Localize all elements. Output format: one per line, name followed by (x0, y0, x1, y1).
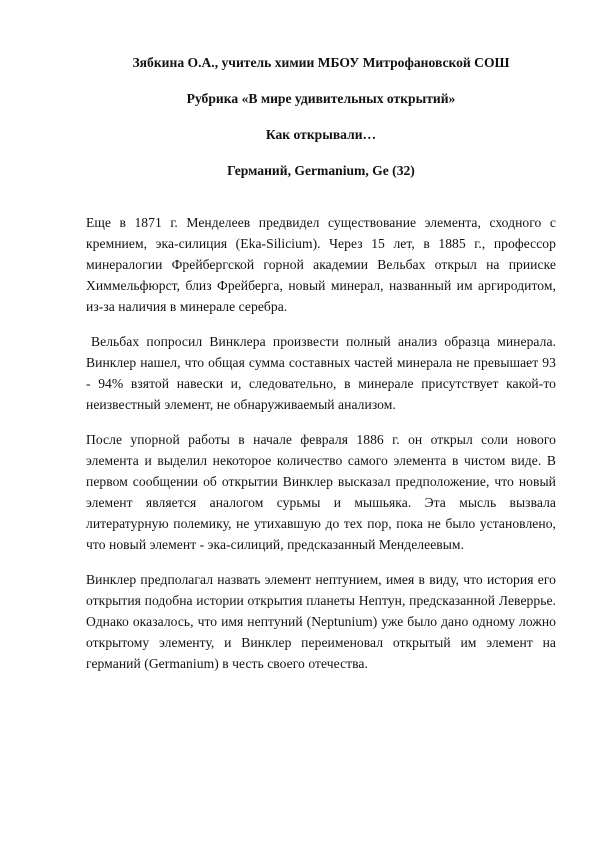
author-line: Зябкина О.А., учитель химии МБОУ Митрофановской СОШ (132, 55, 510, 70)
article-title: Германий, Germanium, Ge (32) (227, 163, 415, 178)
section-heading: Как открывали… (265, 127, 377, 142)
paragraph-3: После упорной работы в начале февраля 1886 г. он открыл соли нового элемента и выделил некоторое количество самого элемента в чистом виде. В первом сообщении об открытии Винклер высказал предположение, что новый элемент является аналогом сурьмы и мышьяка. Эта мысль вызвала литературную полемику, не утихавшую до тех пор, пока не было установлено, что новый элемент - эка-силиций, предсказанный Менделеевым. (86, 432, 556, 552)
paragraph-4: Винклер предполагал назвать элемент нептунием, имея в виду, что история его открытия подобна истории открытия планеты Нептун, предсказанной Леверрье. Однако оказалось, что имя нептуний (Neptunium) уже было дано одному ложно открытому элементу, и Винклер переименовал открытый им элемент на германий (Germanium) в честь своего отечества. (86, 572, 556, 671)
paragraph-1: Еще в 1871 г. Менделеев предвидел существование элемента, сходного с кремнием, эка-силиция (Eka-Silicium). Через 15 лет, в 1885 г., профессор минералогии Фрейбергской горной академии Вельбах открыл на прииске Химмельфюрст, близ Фрейберга, новый минерал, названный им аргиродитом, из-за наличия в минерале серебра. (86, 215, 556, 314)
rubric-line: Рубрика «В мире удивительных открытий» (186, 91, 456, 106)
document-body (86, 52, 556, 688)
paragraph-2: Вельбах попросил Винклера произвести полный анализ образца минерала. Винклер нашел, что общая сумма составных частей минерала не превышает 93 - 94% взятой навески и, следовательно, в минерале присутствует какой-то неизвестный элемент, не обнаруживаемый анализом. (86, 334, 556, 412)
